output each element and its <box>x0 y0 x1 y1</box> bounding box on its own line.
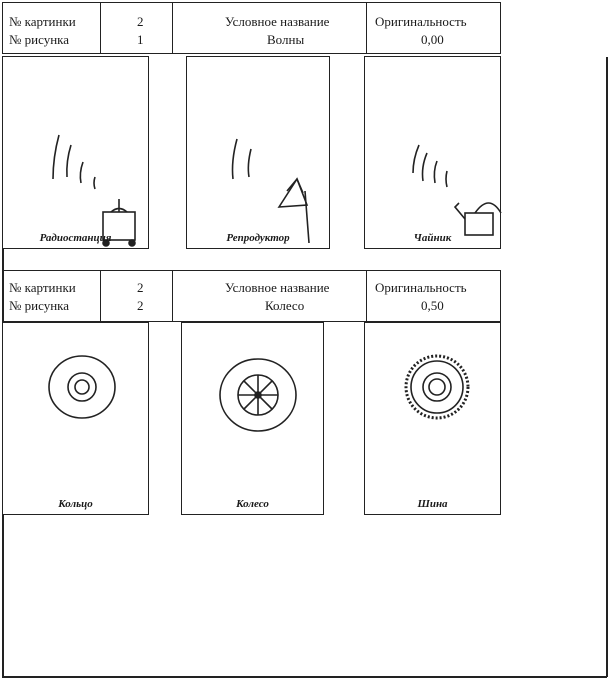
drawing-number: 1 <box>137 32 144 47</box>
label-drawing-number: № рисунка <box>9 298 70 313</box>
cell-numbers <box>101 3 173 53</box>
radio-station-icon <box>3 57 150 250</box>
tire-icon <box>365 323 502 516</box>
title-value: Волны <box>267 32 305 47</box>
label-picture-number: № картинки <box>9 280 76 295</box>
cell-labels <box>3 271 101 321</box>
cell-originality <box>367 271 502 321</box>
frame-bottom <box>2 676 607 678</box>
card-tire <box>364 322 501 515</box>
caption-kettle: Чайник <box>413 232 452 244</box>
originality-label: Оригинальность <box>375 280 467 295</box>
ring-icon <box>3 323 150 516</box>
header-table-1 <box>2 2 501 54</box>
cell-labels <box>3 3 101 53</box>
drawing-number: 2 <box>137 298 144 313</box>
originality-label: Оригинальность <box>375 14 467 29</box>
label-picture-number: № картинки <box>9 14 76 29</box>
caption-radio-station: Радиостанция <box>39 232 112 244</box>
caption-tire: Шина <box>417 498 448 510</box>
loudspeaker-icon <box>187 57 331 250</box>
title-label: Условное название <box>225 14 330 29</box>
card-loudspeaker <box>186 56 330 249</box>
cell-originality <box>367 3 502 53</box>
caption-wheel: Колесо <box>236 498 269 510</box>
card-ring <box>2 322 149 515</box>
originality-value: 0,50 <box>421 298 444 313</box>
cell-title <box>173 3 367 53</box>
cell-title <box>173 271 367 321</box>
card-wheel <box>181 322 324 515</box>
card-radio-station <box>2 56 149 249</box>
frame-right <box>606 57 608 677</box>
wheel-icon <box>182 323 325 516</box>
cell-numbers <box>101 271 173 321</box>
header-table-2 <box>2 270 501 322</box>
originality-value: 0,00 <box>421 32 444 47</box>
title-label: Условное название <box>225 280 330 295</box>
label-drawing-number: № рисунка <box>9 32 70 47</box>
card-kettle <box>364 56 501 249</box>
title-value: Колесо <box>265 298 305 313</box>
kettle-icon <box>365 57 502 250</box>
caption-ring: Кольцо <box>58 498 93 510</box>
picture-number: 2 <box>137 14 144 29</box>
caption-loudspeaker: Репродуктор <box>226 232 290 244</box>
picture-number: 2 <box>137 280 144 295</box>
